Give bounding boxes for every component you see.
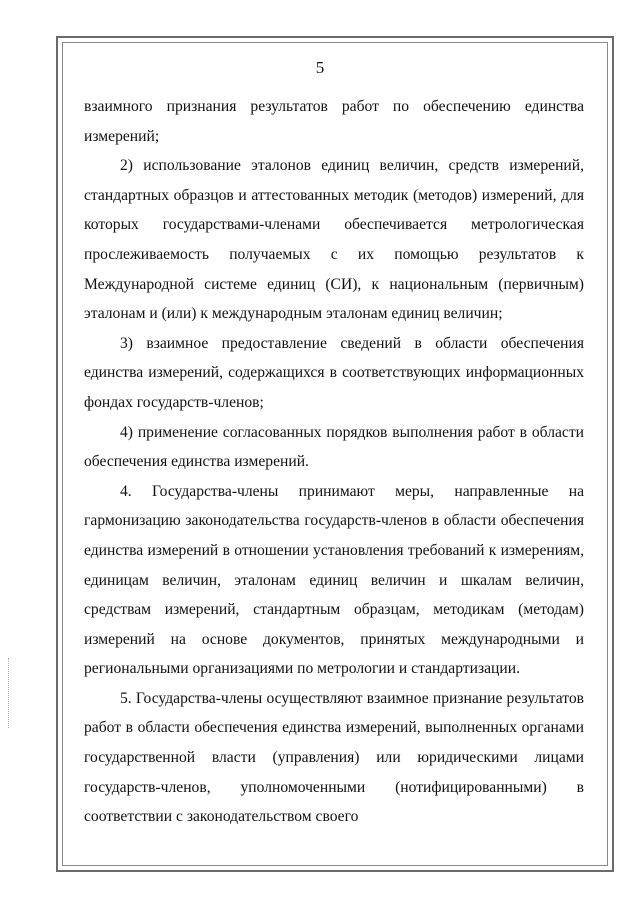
paragraph-item-3: 3) взаимное предоставление сведений в области обеспечения единства измерений, содержащихся в соответствующих информационных фондах государств-членов;: [84, 334, 584, 411]
paragraph-clause-5: 5. Государства-члены осуществляют взаимное признание результатов работ в области обеспечения единства измерений, выполненных органами государственной власти (управления) или юридическими лицами государств-членов, уполномоченными (нотифицированными) в соответствии с законодательством своего: [84, 689, 584, 826]
paragraph-item-4: 4) применение согласованных порядков выполнения работ в области обеспечения единства измерений.: [84, 423, 584, 471]
document-body: [84, 92, 584, 832]
paragraph-continuation: взаимного признания результатов работ по обеспечению единства измерений;: [84, 98, 584, 145]
paragraph-clause-4: 4. Государства-члены принимают меры, направленные на гармонизацию законодательства государств-членов в области обеспечения единства измерений в отношении установления требований к измерениям, единицам величин, эталонам единиц величин и шкалам величин, средствам измерений, стандартным образцам, методикам (методам) измерений на основе документов, принятых международными и региональными организациями по метрологии и стандартизации.: [84, 482, 584, 678]
page-number: 5: [315, 58, 325, 77]
scan-artifact: [8, 658, 11, 728]
paragraph-item-2: 2) использование эталонов единиц величин, средств измерений, стандартных образцов и аттестованных методик (методов) измерений, для которых государствами-членами обеспечивается метрологическая прослеживаемость получаемых с их помощью результатов к Международной системе единиц (СИ), к национальным (первичным) эталонам и (или) к международным эталонам единиц величин;: [84, 157, 584, 323]
